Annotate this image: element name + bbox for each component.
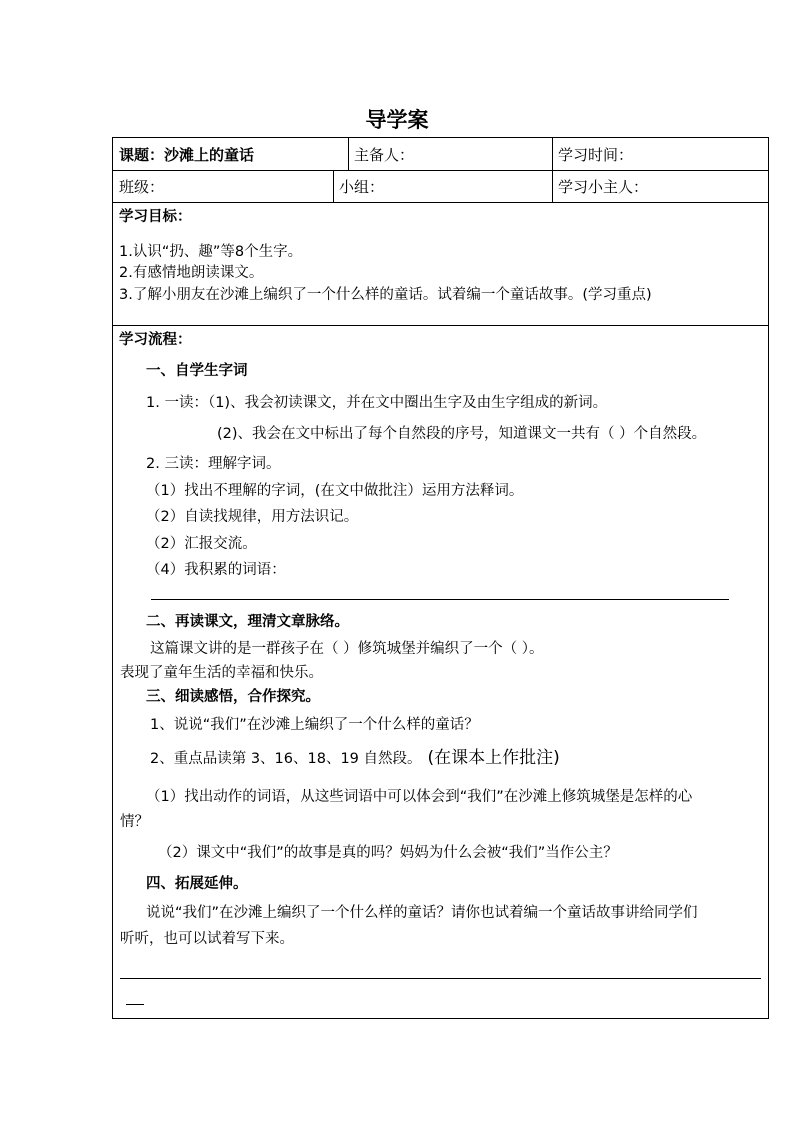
question-3-line-a: （1）找出动作的词语，从这些词语中可以体会到“我们”在沙滩上修筑城堡是怎样的心 (146, 789, 693, 805)
writing-line[interactable] (120, 978, 761, 979)
objective-item: 3.了解小朋友在沙滩上编织了一个什么样的童话。试着编一个童话故事。(学习重点) (119, 287, 652, 303)
objectives-section (113, 203, 768, 326)
page-title: 导学案 (365, 108, 429, 132)
read-3-line: 2. 三读：理解字词。 (146, 456, 281, 472)
section-4-heading: 四、拓展延伸。 (146, 876, 248, 892)
process-heading: 学习流程： (119, 332, 192, 348)
answer-line[interactable] (151, 599, 729, 600)
sub-item: （2）汇报交流。 (146, 536, 257, 552)
section-3-heading: 三、细读感悟，合作探究。 (146, 689, 320, 705)
process-section (113, 326, 768, 1018)
objectives-heading: 学习目标： (119, 209, 192, 225)
section-2-line: 表现了童年生活的幸福和快乐。 (120, 665, 323, 681)
objective-item: 2.有感情地朗读课文。 (119, 265, 264, 281)
header-row-2 (113, 171, 768, 203)
group-cell: 小组： (339, 178, 385, 196)
section-1-heading: 一、自学生字词 (146, 363, 248, 379)
question-4: （2）课文中“我们”的故事是真的吗？妈妈为什么会被“我们”当作公主？ (158, 845, 618, 861)
sub-item: （4）我积累的词语： (146, 562, 286, 578)
objective-item: 1.认识“扔、趣”等8个生字。 (119, 244, 303, 260)
topic-cell: 课题：沙滩上的童话 (119, 145, 255, 164)
study-time-cell: 学习时间： (558, 145, 634, 164)
question-2: 2、重点品读第 3、16、18、19 自然段。 (在课本上作批注) (150, 748, 560, 768)
sub-item: （1）找出不理解的字词，(在文中做批注）运用方法释词。 (146, 483, 524, 499)
section-4-line: 说说“我们”在沙滩上编织了一个什么样的童话？请你也试着编一个童话故事讲给同学们 (146, 905, 698, 921)
leader-cell: 学习小主人： (558, 178, 649, 196)
sub-item: （2）自读找规律，用方法识记。 (146, 509, 359, 525)
read-1-line-b: (2)、我会在文中标出了每个自然段的序号，知道课文一共有（ ）个自然段。 (217, 426, 707, 442)
section-2-line: 这篇课文讲的是一群孩子在（ ）修筑城堡并编织了一个（ ）。 (150, 641, 544, 657)
section-4-line: 听听，也可以试着写下来。 (120, 931, 294, 947)
question-3-line-b: 情？ (120, 814, 149, 830)
section-2-heading: 二、再读课文，理清文章脉络。 (146, 614, 349, 630)
question-2-note: (在课本上作批注) (427, 748, 560, 768)
read-1-line: 1. 一读：（1)、我会初读课文，并在文中圈出生字及由生字组成的新词。 (146, 395, 608, 411)
worksheet-table (112, 137, 769, 1019)
question-1: 1、说说“我们”在沙滩上编织了一个什么样的童话？ (150, 717, 479, 733)
header-row-1 (113, 138, 768, 171)
writing-line-stub (126, 1004, 144, 1005)
preparer-cell: 主备人： (354, 145, 415, 164)
class-cell: 班级： (119, 178, 165, 196)
